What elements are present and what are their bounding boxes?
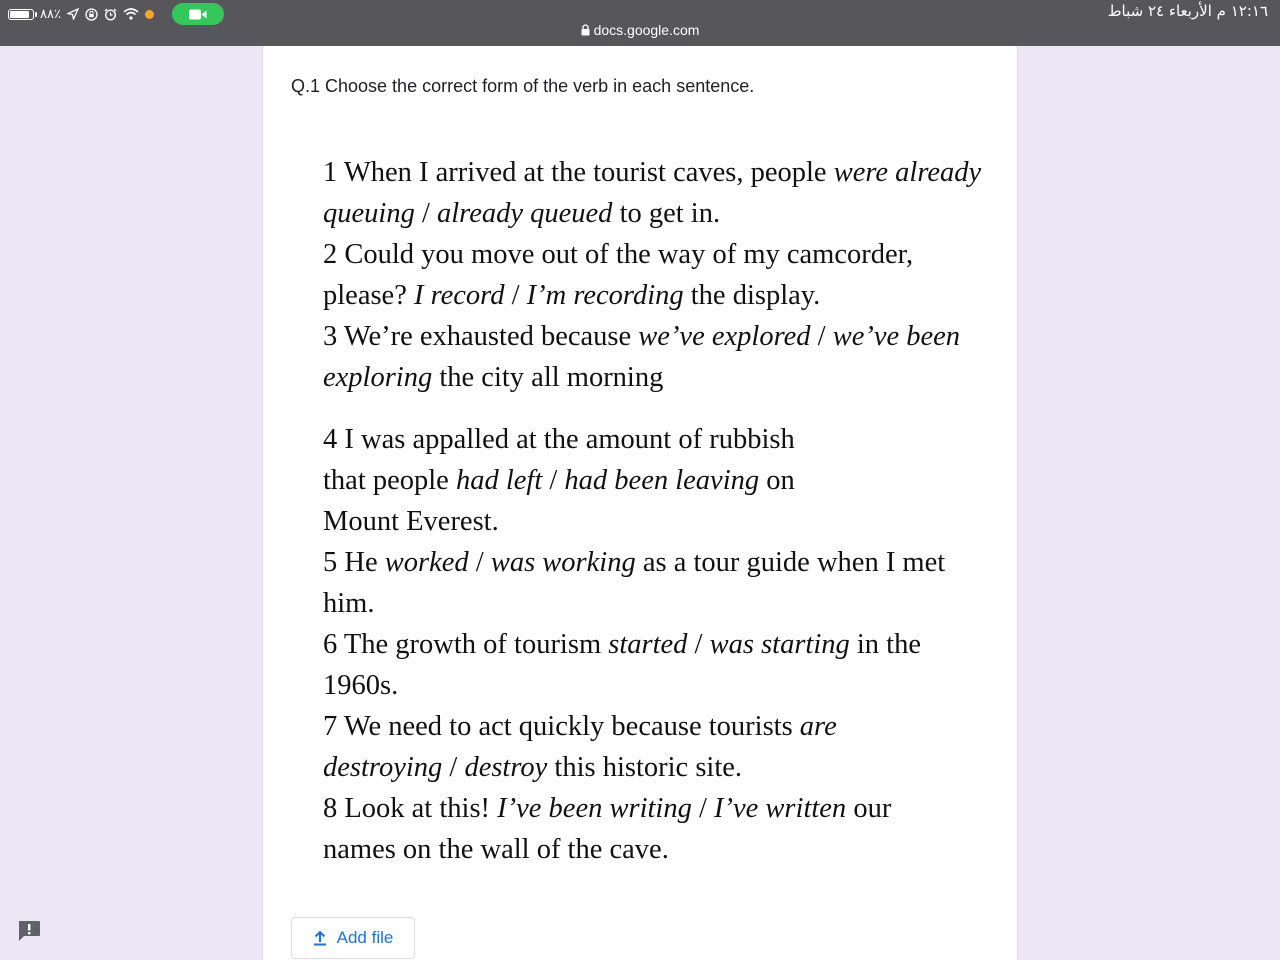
sentence-4 [323, 419, 843, 542]
separator: / [687, 629, 710, 660]
sentence-text: on Mount Everest. [323, 465, 795, 537]
question-card [262, 46, 1018, 960]
sentence-text: 7 We need to act quickly because tourists [323, 711, 800, 742]
sentence-6 [323, 624, 943, 706]
sentence-text: 4 I was appalled at the amount of rubbish that people [323, 424, 795, 496]
sentence-text: the city all morning [432, 362, 664, 393]
add-file-button[interactable] [291, 917, 415, 959]
separator: / [542, 465, 565, 496]
sentence-1 [323, 152, 983, 234]
option-b: already queued [437, 198, 613, 229]
status-bar [0, 0, 1280, 46]
address-bar[interactable] [0, 22, 1280, 38]
status-time-date: ١٢:١٦ م الأربعاء ٢٤ شباط [1107, 2, 1268, 20]
sentence-text: 8 Look at this! [323, 793, 498, 824]
battery-icon [8, 9, 34, 20]
separator: / [691, 793, 715, 824]
mic-indicator-dot [145, 10, 154, 19]
location-icon [67, 8, 79, 20]
separator: / [414, 198, 437, 229]
sentence-2 [323, 234, 983, 316]
alarm-icon [104, 8, 117, 21]
sentence-text: 2 Could you move out of the way of my camcorder, please? [323, 239, 914, 311]
separator: / [504, 280, 527, 311]
sentence-text: 3 We’re exhausted because [323, 321, 639, 352]
sentence-text: 1 When I arrived at the tourist caves, people [323, 157, 834, 188]
sentence-text: to get in. [612, 198, 721, 229]
sentence-3 [323, 316, 983, 398]
sentence-text: as a tour guide when I met him. [323, 547, 946, 619]
option-b: we’ve been exploring [323, 321, 961, 393]
sentence-text: 5 He [323, 547, 385, 578]
option-b: had been leaving [564, 465, 760, 496]
sentence-text: in the 1960s. [323, 629, 922, 701]
sentence-text: 6 The growth of tourism [323, 629, 609, 660]
exercise-image [323, 152, 983, 870]
video-camera-icon [189, 9, 207, 20]
wifi-icon [123, 8, 139, 20]
add-file-label: Add file [336, 928, 394, 947]
feedback-icon[interactable] [17, 920, 41, 942]
separator: / [468, 547, 491, 578]
sentence-5 [323, 542, 953, 624]
separator: / [442, 752, 465, 783]
lock-rotation-icon [85, 8, 98, 21]
option-a: I’ve been writing [497, 793, 692, 824]
option-b: was working [490, 547, 636, 578]
option-a: had left [455, 465, 543, 496]
option-a: we’ve explored [638, 321, 811, 352]
option-a: I record [413, 280, 505, 311]
option-a: worked [384, 547, 469, 578]
url-text: docs.google.com [593, 22, 700, 38]
option-a: were already queuing [323, 157, 982, 229]
option-a: started [608, 629, 688, 660]
separator: / [810, 321, 833, 352]
option-b: was starting [709, 629, 850, 660]
question-title: Q.1 Choose the correct form of the verb in each sentence. [291, 76, 755, 96]
option-b: destroy [464, 752, 548, 783]
option-b: I’ve written [714, 793, 847, 824]
option-a: are destroying [323, 711, 837, 783]
sentence-text: this historic site. [547, 752, 743, 783]
battery-percent: ٨٨٪ [40, 6, 61, 22]
sentence-8 [323, 788, 963, 870]
upload-icon [313, 930, 327, 946]
lock-icon [581, 24, 590, 36]
sentence-7 [323, 706, 853, 788]
sentence-text: our names on the wall of the cave. [323, 793, 892, 865]
option-b: I’m recording [526, 280, 684, 311]
sentence-text: the display. [683, 280, 821, 311]
